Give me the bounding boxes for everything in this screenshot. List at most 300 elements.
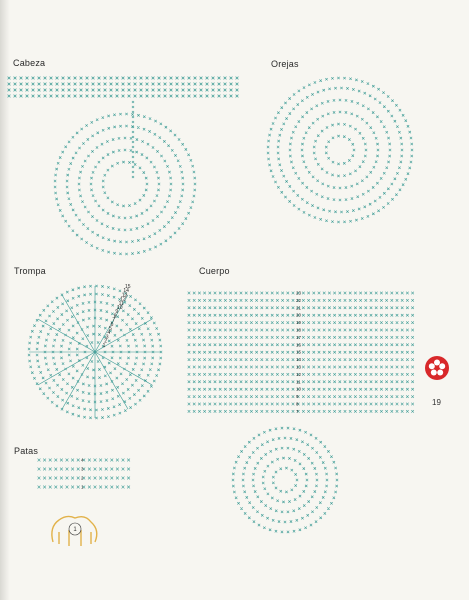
stitch-mark	[122, 459, 125, 462]
stitch-mark	[370, 292, 373, 295]
stitch-mark	[113, 240, 115, 242]
stitch-mark	[396, 299, 399, 302]
stitch-mark	[245, 403, 248, 406]
stitch-mark	[85, 241, 87, 243]
stitch-mark	[307, 457, 309, 459]
stitch-mark	[113, 288, 115, 290]
stitch-mark	[169, 177, 171, 179]
stitch-mark	[380, 321, 383, 324]
stitch-mark	[351, 100, 353, 102]
round-number: 13	[121, 292, 128, 299]
stitch-mark	[396, 344, 399, 347]
stitch-mark	[66, 174, 68, 176]
stitch-mark	[178, 138, 180, 140]
stitch-mark	[313, 358, 316, 361]
stitch-mark	[141, 225, 143, 227]
stitch-mark	[333, 307, 336, 310]
stitch-mark	[411, 307, 414, 310]
stitch-mark	[359, 307, 362, 310]
stitch-mark	[193, 366, 196, 369]
stitch-mark	[176, 77, 179, 80]
stitch-mark	[361, 180, 363, 182]
stitch-mark	[198, 299, 201, 302]
stitch-mark	[299, 463, 301, 465]
stitch-mark	[365, 373, 368, 376]
stitch-mark	[117, 339, 119, 341]
stitch-mark	[314, 81, 316, 83]
stitch-mark	[135, 357, 137, 359]
stitch-mark	[292, 344, 295, 347]
stitch-mark	[292, 358, 295, 361]
stitch-mark	[91, 150, 93, 152]
stitch-mark	[235, 292, 238, 295]
stitch-mark	[411, 366, 414, 369]
stitch-mark	[271, 321, 274, 324]
stitch-mark	[88, 301, 90, 303]
stitch-mark	[313, 351, 316, 354]
stitch-mark	[339, 336, 342, 339]
stitch-mark	[229, 314, 232, 317]
stitch-mark	[224, 329, 227, 332]
stitch-mark	[200, 95, 203, 98]
stitch-mark	[219, 292, 222, 295]
stitch-mark	[261, 410, 264, 413]
stitch-mark	[274, 181, 276, 183]
stitch-mark	[52, 310, 54, 312]
stitch-mark	[91, 360, 93, 362]
stitch-mark	[198, 410, 201, 413]
stitch-mark	[72, 297, 74, 299]
stitch-mark	[318, 373, 321, 376]
stitch-mark	[147, 390, 149, 392]
round-number: 15	[125, 284, 131, 290]
stitch-mark	[385, 358, 388, 361]
stitch-mark	[293, 510, 295, 512]
stitch-mark	[118, 137, 120, 139]
stitch-mark	[333, 111, 335, 113]
stitch-mark	[276, 366, 279, 369]
stitch-mark	[44, 95, 47, 98]
stitch-mark	[129, 295, 131, 297]
stitch-mark	[235, 358, 238, 361]
stitch-mark	[240, 507, 242, 509]
stitch-mark	[362, 193, 364, 195]
stitch-mark	[284, 521, 286, 523]
stitch-mark	[181, 171, 183, 173]
stitch-mark	[126, 339, 128, 341]
stitch-mark	[122, 310, 124, 312]
stitch-mark	[323, 410, 326, 413]
stitch-mark	[157, 333, 159, 335]
stitch-mark	[337, 221, 339, 223]
stitch-mark	[333, 292, 336, 295]
stitch-mark	[154, 246, 156, 248]
stitch-mark	[395, 104, 397, 106]
stitch-mark	[229, 329, 232, 332]
stitch-mark	[354, 321, 357, 324]
stitch-mark	[127, 313, 129, 315]
stitch-mark	[141, 333, 143, 335]
stitch-mark	[132, 156, 134, 158]
stitch-mark	[104, 327, 106, 329]
stitch-mark	[323, 366, 326, 369]
stitch-mark	[124, 137, 126, 139]
stitch-mark	[323, 344, 326, 347]
stitch-mark	[240, 388, 243, 391]
section-title-cuerpo: Cuerpo	[199, 266, 230, 276]
stitch-mark	[129, 397, 131, 399]
stitch-mark	[331, 220, 333, 222]
stitch-mark	[119, 125, 121, 127]
stitch-mark	[301, 116, 303, 118]
stitch-mark	[105, 468, 108, 471]
stitch-mark	[333, 358, 336, 361]
stitch-mark	[203, 358, 206, 361]
stitch-mark	[235, 351, 238, 354]
stitch-mark	[158, 83, 161, 86]
stitch-mark	[370, 299, 373, 302]
stitch-mark	[219, 388, 222, 391]
stitch-mark	[370, 344, 373, 347]
stitch-mark	[214, 403, 217, 406]
stitch-mark	[271, 358, 274, 361]
stitch-mark	[232, 485, 234, 487]
stitch-mark	[219, 336, 222, 339]
stitch-mark	[297, 194, 299, 196]
stitch-mark	[365, 336, 368, 339]
stitch-mark	[261, 314, 264, 317]
stitch-mark	[78, 219, 80, 221]
stitch-mark	[324, 491, 326, 493]
stitch-mark	[68, 141, 70, 143]
stitch-mark	[269, 429, 271, 431]
stitch-mark	[410, 161, 412, 163]
stitch-mark	[193, 299, 196, 302]
stitch-mark	[191, 165, 193, 167]
stitch-mark	[60, 486, 63, 489]
stitch-mark	[272, 476, 274, 478]
stitch-mark	[385, 373, 388, 376]
stitch-mark	[235, 381, 238, 384]
stitch-mark	[250, 314, 253, 317]
stitch-mark	[349, 403, 352, 406]
stitch-mark	[339, 314, 342, 317]
stitch-mark	[369, 203, 371, 205]
stitch-mark	[95, 285, 97, 287]
stitch-mark	[76, 132, 78, 134]
stitch-mark	[271, 344, 274, 347]
stitch-mark	[122, 477, 125, 480]
stitch-mark	[42, 377, 44, 379]
stitch-mark	[43, 486, 46, 489]
stitch-mark	[193, 388, 196, 391]
stitch-mark	[255, 299, 258, 302]
stitch-mark	[354, 366, 357, 369]
stitch-mark	[354, 381, 357, 384]
stitch-mark	[240, 351, 243, 354]
stitch-mark	[323, 307, 326, 310]
stitch-mark	[105, 486, 108, 489]
stitch-mark	[143, 171, 145, 173]
stitch-mark	[318, 388, 321, 391]
stitch-mark	[61, 399, 63, 401]
stitch-mark	[261, 366, 264, 369]
stitch-mark	[126, 378, 128, 380]
stitch-mark	[206, 89, 209, 92]
stitch-mark	[182, 183, 184, 185]
stitch-mark	[396, 373, 399, 376]
section-title-patas: Patas	[14, 446, 39, 456]
stitch-mark	[233, 467, 235, 469]
stitch-mark	[328, 410, 331, 413]
stitch-mark	[406, 358, 409, 361]
stitch-mark	[318, 358, 321, 361]
stitch-mark	[287, 447, 289, 449]
stitch-mark	[117, 315, 119, 317]
stitch-mark	[80, 238, 82, 240]
stitch-mark	[153, 200, 155, 202]
stitch-mark	[278, 437, 280, 439]
stitch-mark	[76, 313, 78, 315]
stitch-mark	[250, 336, 253, 339]
stitch-mark	[359, 358, 362, 361]
stitch-mark	[303, 453, 305, 455]
stitch-mark	[354, 410, 357, 413]
stitch-mark	[38, 83, 41, 86]
stitch-mark	[344, 329, 347, 332]
stitch-mark	[281, 292, 284, 295]
stitch-mark	[287, 410, 290, 413]
stitch-mark	[190, 159, 192, 161]
stitch-mark	[281, 329, 284, 332]
stitch-mark	[68, 329, 70, 331]
stitch-mark	[354, 395, 357, 398]
stitch-mark	[302, 299, 305, 302]
stitch-mark	[212, 95, 215, 98]
stitch-mark	[112, 215, 114, 217]
stitch-mark	[102, 186, 104, 188]
stitch-mark	[99, 477, 102, 480]
stitch-mark	[106, 140, 108, 142]
stitch-mark	[107, 115, 109, 117]
stitch-mark	[364, 155, 366, 157]
stitch-mark	[72, 413, 74, 415]
stitch-mark	[153, 166, 155, 168]
stitch-mark	[370, 410, 373, 413]
stitch-mark	[255, 388, 258, 391]
stitch-mark	[66, 468, 69, 471]
stitch-mark	[359, 336, 362, 339]
stitch-mark	[132, 151, 134, 153]
stitch-mark	[331, 77, 333, 79]
stitch-mark	[344, 366, 347, 369]
stitch-mark	[323, 292, 326, 295]
stitch-mark	[240, 344, 243, 347]
stitch-mark	[252, 479, 254, 481]
stitch-mark	[188, 83, 191, 86]
stitch-mark	[351, 185, 353, 187]
stitch-mark	[80, 128, 82, 130]
stitch-mark	[91, 135, 93, 137]
stitch-mark	[345, 186, 347, 188]
stitch-mark	[271, 410, 274, 413]
stitch-mark	[302, 321, 305, 324]
stitch-mark	[219, 410, 222, 413]
stitch-mark	[149, 333, 151, 335]
stitch-mark	[302, 344, 305, 347]
stitch-mark	[271, 381, 274, 384]
stitch-mark	[354, 388, 357, 391]
stitch-mark	[280, 468, 282, 470]
stitch-mark	[277, 186, 279, 188]
stitch-mark	[198, 388, 201, 391]
stitch-mark	[400, 161, 402, 163]
stitch-mark	[303, 161, 305, 163]
stitch-mark	[370, 373, 373, 376]
stitch-mark	[318, 299, 321, 302]
stitch-mark	[406, 388, 409, 391]
stitch-mark	[212, 83, 215, 86]
stitch-mark	[149, 368, 151, 370]
stitch-mark	[380, 329, 383, 332]
stitch-mark	[214, 292, 217, 295]
stitch-mark	[166, 200, 168, 202]
stitch-mark	[274, 117, 276, 119]
stitch-mark	[262, 476, 264, 478]
stitch-mark	[276, 395, 279, 398]
stitch-mark	[386, 131, 388, 133]
stitch-mark	[385, 307, 388, 310]
stitch-mark	[287, 395, 290, 398]
stitch-mark	[20, 95, 23, 98]
stitch-mark	[129, 304, 131, 306]
stitch-mark	[362, 160, 364, 162]
stitch-mark	[287, 381, 290, 384]
stitch-mark	[142, 363, 144, 365]
stitch-mark	[248, 456, 250, 458]
stitch-mark	[57, 204, 59, 206]
stitch-mark	[240, 299, 243, 302]
stitch-mark	[160, 243, 162, 245]
stitch-mark	[391, 198, 393, 200]
stitch-mark	[237, 502, 239, 504]
stitch-mark	[203, 381, 206, 384]
stitch-mark	[245, 329, 248, 332]
stitch-mark	[396, 366, 399, 369]
stitch-mark	[58, 328, 60, 330]
stitch-mark	[147, 328, 149, 330]
stitch-mark	[50, 83, 53, 86]
stitch-mark	[148, 130, 150, 132]
stitch-mark	[33, 377, 35, 379]
stitch-mark	[266, 388, 269, 391]
stitch-mark	[261, 299, 264, 302]
stitch-mark	[236, 95, 239, 98]
stitch-mark	[255, 329, 258, 332]
stitch-mark	[367, 215, 369, 217]
stitch-mark	[250, 321, 253, 324]
stitch-mark	[285, 117, 287, 119]
stitch-mark	[118, 403, 120, 405]
stitch-mark	[323, 314, 326, 317]
stitch-mark	[401, 403, 404, 406]
stitch-mark	[307, 381, 310, 384]
stitch-mark	[367, 82, 369, 84]
stitch-mark	[26, 77, 29, 80]
stitch-mark	[147, 143, 149, 145]
stitch-mark	[359, 299, 362, 302]
stitch-mark	[319, 218, 321, 220]
stitch-mark	[344, 381, 347, 384]
stitch-mark	[280, 128, 282, 130]
stitch-mark	[14, 89, 17, 92]
stitch-mark	[156, 194, 158, 196]
stitch-mark	[248, 502, 250, 504]
stitch-mark	[376, 155, 378, 157]
stitch-mark	[401, 307, 404, 310]
stitch-mark	[106, 399, 108, 401]
stitch-mark	[193, 403, 196, 406]
stitch-mark	[109, 372, 111, 374]
stitch-mark	[98, 89, 101, 92]
stitch-mark	[203, 344, 206, 347]
stitch-mark	[266, 410, 269, 413]
stitch-mark	[261, 329, 264, 332]
stitch-mark	[110, 477, 113, 480]
stitch-mark	[245, 373, 248, 376]
stitch-mark	[308, 214, 310, 216]
stitch-mark	[138, 374, 140, 376]
stitch-mark	[298, 507, 300, 509]
stitch-mark	[224, 395, 227, 398]
stitch-mark	[313, 388, 316, 391]
stitch-mark	[132, 131, 134, 133]
stitch-mark	[78, 406, 80, 408]
stitch-mark	[122, 205, 124, 207]
stitch-mark	[75, 214, 77, 216]
stitch-mark	[86, 95, 89, 98]
stitch-mark	[333, 344, 336, 347]
stitch-mark	[349, 307, 352, 310]
stitch-mark	[219, 344, 222, 347]
stitch-mark	[150, 385, 152, 387]
stitch-mark	[131, 318, 133, 320]
stitch-mark	[112, 151, 114, 153]
stitch-mark	[119, 345, 121, 347]
stitch-mark	[328, 366, 331, 369]
stitch-mark	[107, 153, 109, 155]
stitch-mark	[82, 311, 84, 313]
stitch-mark	[261, 514, 263, 516]
stitch-mark	[125, 241, 127, 243]
section-title-trompa: Trompa	[14, 266, 46, 276]
stitch-mark	[340, 211, 342, 213]
stitch-mark	[97, 132, 99, 134]
stitch-mark	[158, 89, 161, 92]
stitch-mark	[188, 344, 191, 347]
stitch-mark	[255, 381, 258, 384]
stitch-mark	[8, 83, 11, 86]
stitch-mark	[134, 89, 137, 92]
stitch-mark	[212, 89, 215, 92]
stitch-mark	[61, 151, 63, 153]
row-number: 20	[296, 312, 302, 318]
stitch-mark	[344, 373, 347, 376]
stitch-mark	[132, 176, 134, 178]
stitch-mark	[152, 219, 154, 221]
stitch-mark	[326, 171, 328, 173]
stitch-mark	[132, 136, 134, 138]
